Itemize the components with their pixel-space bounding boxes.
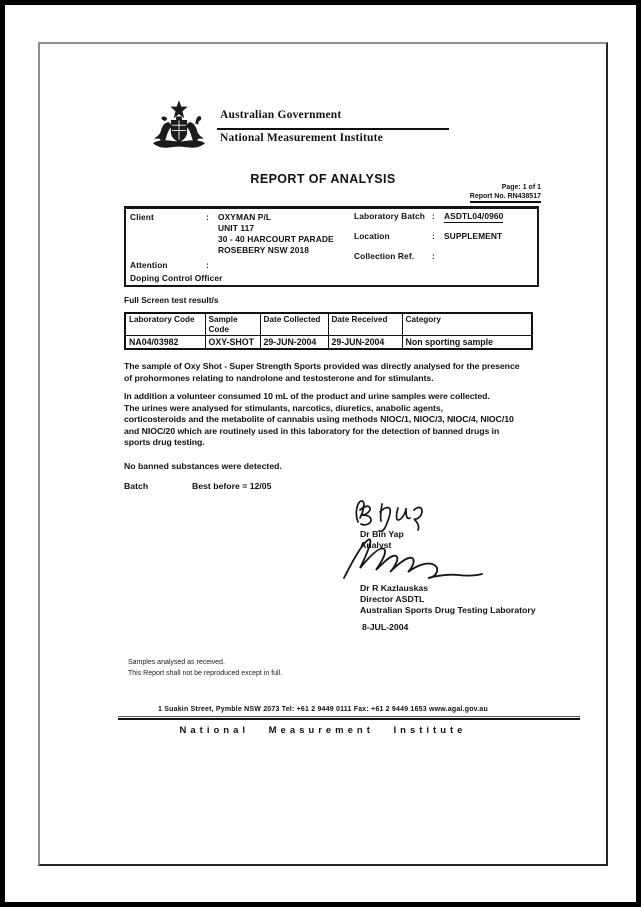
footer-divider-thick [118,718,580,720]
cell-date-collected: 29-JUN-2004 [260,336,328,350]
client-address-line: UNIT 117 [218,223,255,233]
results-table-header-row [125,313,532,336]
client-address-line: OXYMAN P/L [218,212,272,222]
cell-sample-code: OXY-SHOT [205,336,260,350]
paragraph-line: In addition a volunteer consumed 10 mL of the product and urine samples were collected. [124,391,490,401]
client-label: Client [130,212,154,222]
attention-colon: : [206,260,209,270]
paragraph-line: The urines were analysed for stimulants, narcotics, diuretics, anabolic agents, [124,402,444,413]
attention-value: Doping Control Officer [130,273,223,283]
director-signature [332,534,492,586]
paragraph-line: and NIOC/20 which are routinely used in this laboratory for the detection of banned drugs in [124,425,500,436]
cell-category: Non sporting sample [402,336,532,350]
location-value: SUPPLEMENT [444,231,503,241]
client-box [124,206,539,287]
results-section-title: Full Screen test result/s [124,295,219,305]
client-address-line: 30 - 40 HARCOURT PARADE [218,234,334,244]
header-date-received: Date Received [328,313,402,336]
analyst-name: Dr Bin Yap [360,529,404,539]
body-paragraph-2 [124,391,514,449]
location-colon: : [432,231,435,241]
australian-coat-of-arms-icon [150,99,208,163]
paragraph-line: sports drug testing. [124,437,205,448]
report-number: Report No. RN438517 [470,193,541,203]
page-number: Page: 1 of 1 [501,184,541,191]
institute-banner: National Measurement Institute [179,725,467,736]
cell-date-received: 29-JUN-2004 [328,336,402,350]
paragraph-line: The sample of Oxy Shot - Super Strength Sports provided was directly analysed for the presence [124,361,520,371]
location-label: Location [354,231,390,241]
cell-laboratory-code: NA04/03982 [125,336,205,350]
analyst-title: Analyst [360,540,392,550]
header-divider [217,128,449,130]
body-paragraph-3: No banned substances were detected. [124,461,282,471]
gov-header-line1: Australian Government [220,109,342,121]
results-table-row [125,336,532,350]
director-name: Dr R Kazlauskas [360,583,429,593]
header-date-collected: Date Collected [260,313,328,336]
collection-ref-colon: : [432,251,435,261]
header-category: Category [402,313,532,336]
laboratory-name: Australian Sports Drug Testing Laboratory [360,605,536,615]
body-paragraph-1 [124,361,520,384]
lab-batch-value: ASDTL04/0960 [444,211,504,221]
note-reproduction: This Report shall not be reproduced except in full. [128,670,283,677]
report-title: REPORT OF ANALYSIS [250,172,396,186]
gov-header-line2: National Measurement Institute [220,132,383,144]
collection-ref-label: Collection Ref. [354,251,415,261]
director-title: Director ASDTL [360,594,425,604]
attention-label: Attention [130,260,168,270]
note-samples: Samples analysed as received. [128,659,225,666]
batch-value: Best before = 12/05 [192,481,272,491]
client-address [218,212,334,256]
analyst-signature [350,496,434,532]
lab-batch-label: Laboratory Batch [354,211,425,221]
lab-batch-colon: : [432,211,435,221]
paragraph-line: of prohormones relating to nandrolone and testosterone and for stimulants. [124,372,434,383]
header-sample-code: Sample Code [205,313,260,336]
client-address-line: ROSEBERY NSW 2018 [218,245,310,255]
footer-divider-thin [118,716,580,717]
footer-address: 1 Suakin Street, Pymble NSW 2073 Tel: +61 2 9449 0111 Fax: +61 2 9449 1653 www.agal.gov.au [158,706,488,713]
report-date: 8-JUL-2004 [362,622,409,632]
batch-label: Batch [124,481,149,491]
client-colon: : [206,212,209,222]
paragraph-line: corticosteroids and the metabolite of cannabis using methods NIOC/1, NIOC/3, NIOC/4, NIOC/10 [124,414,514,425]
header-laboratory-code: Laboratory Code [125,313,205,336]
results-table [124,312,533,350]
document-page [38,42,608,866]
